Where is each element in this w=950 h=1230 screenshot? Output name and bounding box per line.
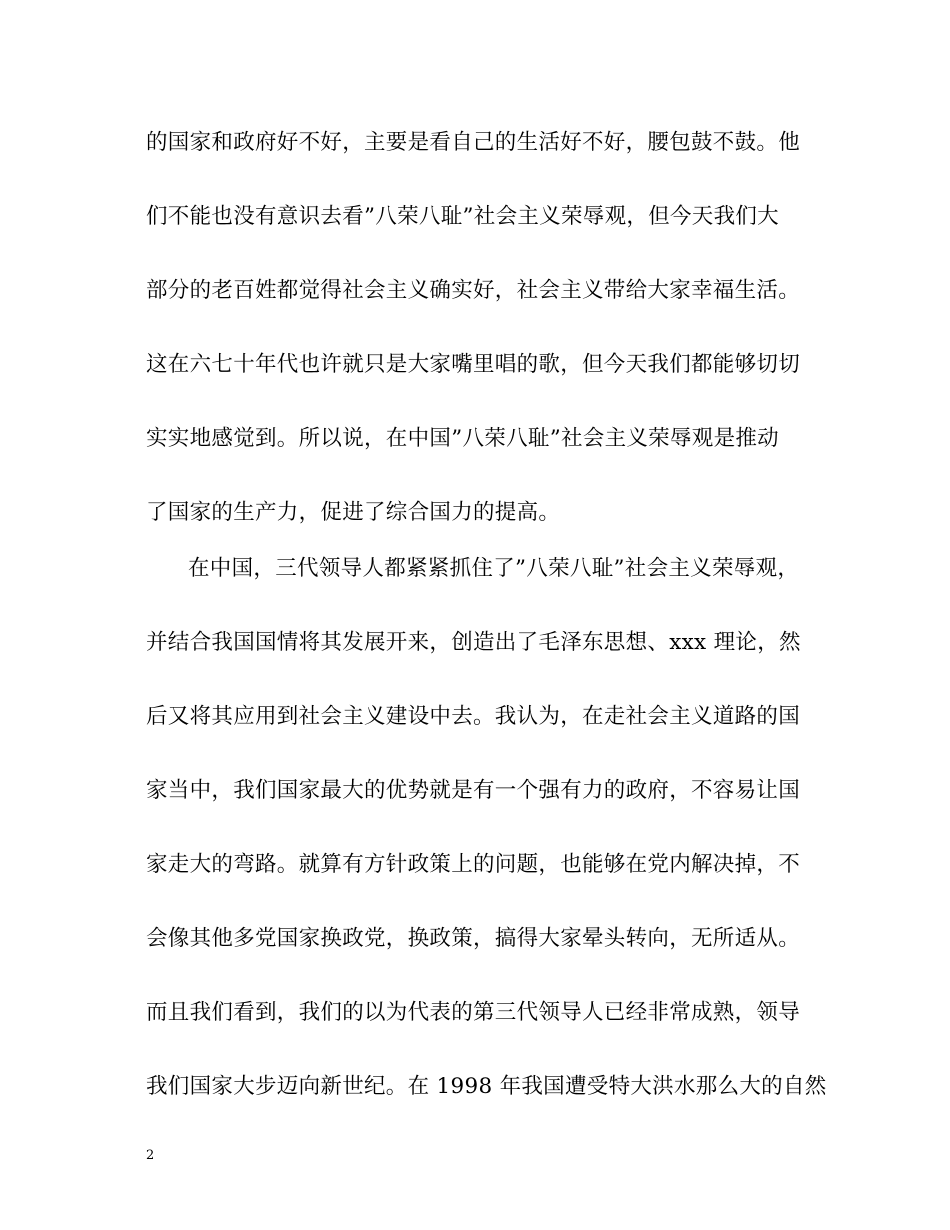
text-line: 实实地感觉到。所以说，在中国”八荣八耻”社会主义荣辱观是推动 [146,426,779,451]
text-line: 部分的老百姓都觉得社会主义确实好，社会主义带给大家幸福生活。 [146,278,801,303]
text-line: 后又将其应用到社会主义建设中去。我认为，在走社会主义道路的国 [146,704,801,729]
text-line: 家走大的弯路。就算有方针政策上的问题，也能够在党内解决掉，不 [146,852,801,877]
page-number: 2 [146,1148,155,1163]
text-line: 家当中，我们国家最大的优势就是有一个强有力的政府，不容易让国 [146,778,801,803]
text-line: 并结合我国国情将其发展开来，创造出了毛泽东思想、xxx 理论，然 [146,630,801,655]
text-line: 而且我们看到，我们的以为代表的第三代领导人已经非常成熟，领导 [146,1000,801,1025]
text-line: 会像其他多党国家换政党，换政策，搞得大家晕头转向，无所适从。 [146,926,801,951]
text-line: 了国家的生产力，促进了综合国力的提高。 [146,500,561,525]
text-line: 们不能也没有意识去看”八荣八耻”社会主义荣辱观，但今天我们大 [146,204,779,229]
text-line: 我们国家大步迈向新世纪。在 1998 年我国遭受特大洪水那么大的自然 [146,1074,827,1099]
paragraph-first-line: 在中国，三代领导人都紧紧抓住了”八荣八耻”社会主义荣辱观， [188,556,800,581]
text-line: 的国家和政府好不好，主要是看自己的生活好不好，腰包鼓不鼓。他 [146,130,801,155]
text-line: 这在六七十年代也许就只是大家嘴里唱的歌，但今天我们都能够切切 [146,352,801,377]
